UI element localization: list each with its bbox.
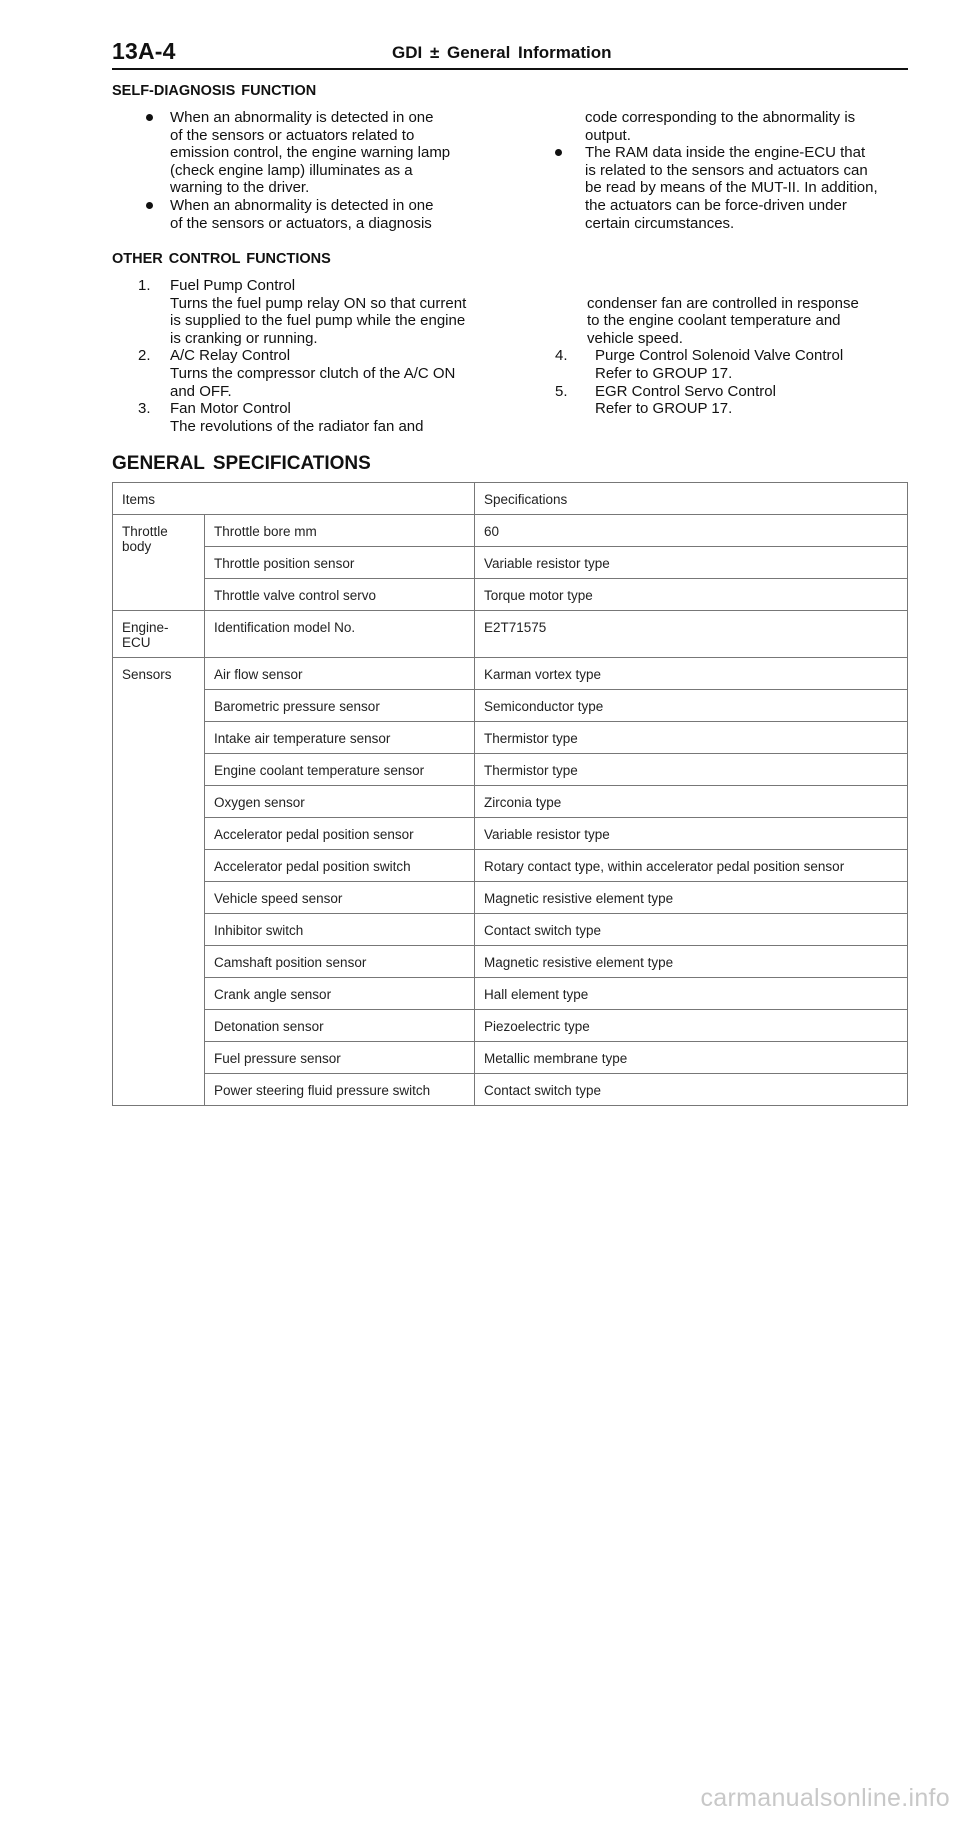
other-controls-left-column	[112, 277, 496, 435]
item-cell: Barometric pressure sensor	[205, 690, 475, 722]
column-header-items: Items	[113, 483, 475, 515]
bullet-item	[112, 197, 496, 232]
text-line: the actuators can be force-driven under	[585, 196, 847, 214]
column-header-specifications: Specifications	[475, 483, 908, 515]
item-cell: Crank angle sensor	[205, 978, 475, 1010]
spec-cell: Hall element type	[475, 978, 908, 1010]
spec-cell: Rotary contact type, within accelerator pedal position sensor	[475, 850, 908, 882]
text-line: is cranking or running.	[170, 329, 318, 347]
bullet-text	[585, 144, 908, 232]
page-number: 13A-4	[112, 38, 176, 64]
page-section-title: GDI ± General Information	[392, 43, 612, 62]
text-line: The RAM data inside the engine-ECU that	[585, 144, 866, 162]
table-row	[113, 914, 908, 946]
general-specs-heading: GENERAL SPECIFICATIONS	[112, 453, 371, 474]
text-line: Turns the compressor clutch of the A/C ON	[170, 364, 456, 382]
group-cell: Throttle body	[113, 515, 205, 611]
list-number: 3.	[138, 400, 151, 418]
text-line: Refer to GROUP 17.	[595, 364, 733, 382]
table-row	[113, 690, 908, 722]
table-header-row	[113, 483, 908, 515]
text-line: to the engine coolant temperature and	[587, 312, 841, 330]
item-cell: Vehicle speed sensor	[205, 882, 475, 914]
self-diagnosis-heading: SELF-DIAGNOSIS FUNCTION	[112, 83, 317, 99]
bullet-item	[555, 144, 908, 232]
text-line: Refer to GROUP 17.	[595, 400, 733, 418]
list-item-title: Fan Motor Control	[170, 400, 291, 418]
spec-cell: Contact switch type	[475, 914, 908, 946]
watermark: carmanualsonline.info	[700, 1784, 950, 1812]
self-diagnosis-right-column	[555, 109, 908, 232]
table-row	[113, 818, 908, 850]
text-line: When an abnormality is detected in one	[170, 196, 434, 214]
table-row	[113, 722, 908, 754]
spec-cell: Magnetic resistive element type	[475, 946, 908, 978]
list-item-title: Fuel Pump Control	[170, 277, 296, 294]
text-line: Turns the fuel pump relay ON so that current	[170, 294, 467, 312]
spec-cell: Semiconductor type	[475, 690, 908, 722]
item-cell: Fuel pressure sensor	[205, 1042, 475, 1074]
spec-cell: Zirconia type	[475, 786, 908, 818]
item-cell: Identification model No.	[205, 611, 475, 658]
list-item-text	[170, 418, 496, 436]
spec-cell: E2T71575	[475, 611, 908, 658]
list-number: 4.	[555, 347, 568, 365]
table-row	[113, 1074, 908, 1106]
item-cell: Air flow sensor	[205, 658, 475, 690]
item-cell: Inhibitor switch	[205, 914, 475, 946]
spec-cell: Variable resistor type	[475, 818, 908, 850]
spec-cell: Contact switch type	[475, 1074, 908, 1106]
item-cell: Intake air temperature sensor	[205, 722, 475, 754]
text-line: certain circumstances.	[585, 214, 735, 232]
text-line: emission control, the engine warning lamp	[170, 144, 451, 162]
table-row	[113, 978, 908, 1010]
text-line: code corresponding to the abnormality is	[585, 109, 856, 126]
table-row	[113, 1010, 908, 1042]
list-item	[555, 383, 908, 418]
text-line: of the sensors or actuators, a diagnosis	[170, 214, 432, 232]
page-header	[112, 34, 908, 70]
table-row	[113, 946, 908, 978]
list-item-title: A/C Relay Control	[170, 347, 291, 365]
spec-cell: 60	[475, 515, 908, 547]
bullet-text	[170, 109, 496, 197]
list-number: 2.	[138, 347, 151, 365]
group-cell: Sensors	[113, 658, 205, 1106]
list-item-text	[170, 295, 496, 348]
item-cell: Detonation sensor	[205, 1010, 475, 1042]
text-line: The revolutions of the radiator fan and	[170, 417, 424, 435]
text-line: warning to the driver.	[170, 179, 310, 197]
item-cell: Throttle position sensor	[205, 547, 475, 579]
item-cell: Accelerator pedal position switch	[205, 850, 475, 882]
bullet-item	[112, 109, 496, 197]
list-item-text	[595, 365, 908, 383]
text-line: condenser fan are controlled in response	[587, 294, 859, 312]
table-row	[113, 1042, 908, 1074]
list-item-continuation	[555, 295, 908, 348]
spec-cell: Thermistor type	[475, 754, 908, 786]
spec-cell: Thermistor type	[475, 722, 908, 754]
list-item	[112, 277, 496, 347]
text-line: is related to the sensors and actuators can	[585, 161, 868, 179]
text-line: and OFF.	[170, 382, 232, 400]
list-item-title: Purge Control Solenoid Valve Control	[595, 347, 844, 365]
bullet-text	[170, 197, 496, 232]
list-item-text	[595, 400, 908, 418]
table-row	[113, 786, 908, 818]
spec-cell: Karman vortex type	[475, 658, 908, 690]
table-row	[113, 515, 908, 547]
item-cell: Throttle valve control servo	[205, 579, 475, 611]
bullet-continuation	[555, 109, 908, 144]
spec-cell: Piezoelectric type	[475, 1010, 908, 1042]
specs-table	[112, 482, 908, 1106]
text-line: (check engine lamp) illuminates as a	[170, 161, 413, 179]
table-row	[113, 658, 908, 690]
other-controls-right-column	[555, 277, 908, 418]
table-row	[113, 579, 908, 611]
item-cell: Oxygen sensor	[205, 786, 475, 818]
spec-cell: Variable resistor type	[475, 547, 908, 579]
list-number: 5.	[555, 382, 568, 400]
group-cell: Engine-ECU	[113, 611, 205, 658]
list-item	[555, 347, 908, 382]
other-controls-heading: OTHER CONTROL FUNCTIONS	[112, 251, 331, 267]
item-cell: Throttle bore mm	[205, 515, 475, 547]
table-row	[113, 754, 908, 786]
text-line: vehicle speed.	[587, 329, 683, 347]
text-line: of the sensors or actuators related to	[170, 126, 415, 144]
list-number: 1.	[138, 277, 151, 294]
table-row	[113, 850, 908, 882]
item-cell: Accelerator pedal position sensor	[205, 818, 475, 850]
text-line: be read by means of the MUT-II. In addition,	[585, 179, 878, 197]
table-row	[113, 547, 908, 579]
table-row	[113, 611, 908, 658]
table-row	[113, 882, 908, 914]
list-item-title: EGR Control Servo Control	[595, 382, 776, 400]
text-line: is supplied to the fuel pump while the engine	[170, 312, 466, 330]
spec-cell: Magnetic resistive element type	[475, 882, 908, 914]
self-diagnosis-left-column	[112, 109, 496, 232]
list-item-text	[170, 365, 496, 400]
text-line: output.	[585, 126, 631, 144]
list-item	[112, 400, 496, 435]
item-cell: Power steering fluid pressure switch	[205, 1074, 475, 1106]
spec-cell: Torque motor type	[475, 579, 908, 611]
item-cell: Camshaft position sensor	[205, 946, 475, 978]
text-line: When an abnormality is detected in one	[170, 109, 434, 126]
bullet-icon	[146, 202, 153, 209]
list-item	[112, 347, 496, 400]
bullet-icon	[555, 149, 562, 156]
spec-cell: Metallic membrane type	[475, 1042, 908, 1074]
bullet-icon	[146, 114, 153, 121]
item-cell: Engine coolant temperature sensor	[205, 754, 475, 786]
